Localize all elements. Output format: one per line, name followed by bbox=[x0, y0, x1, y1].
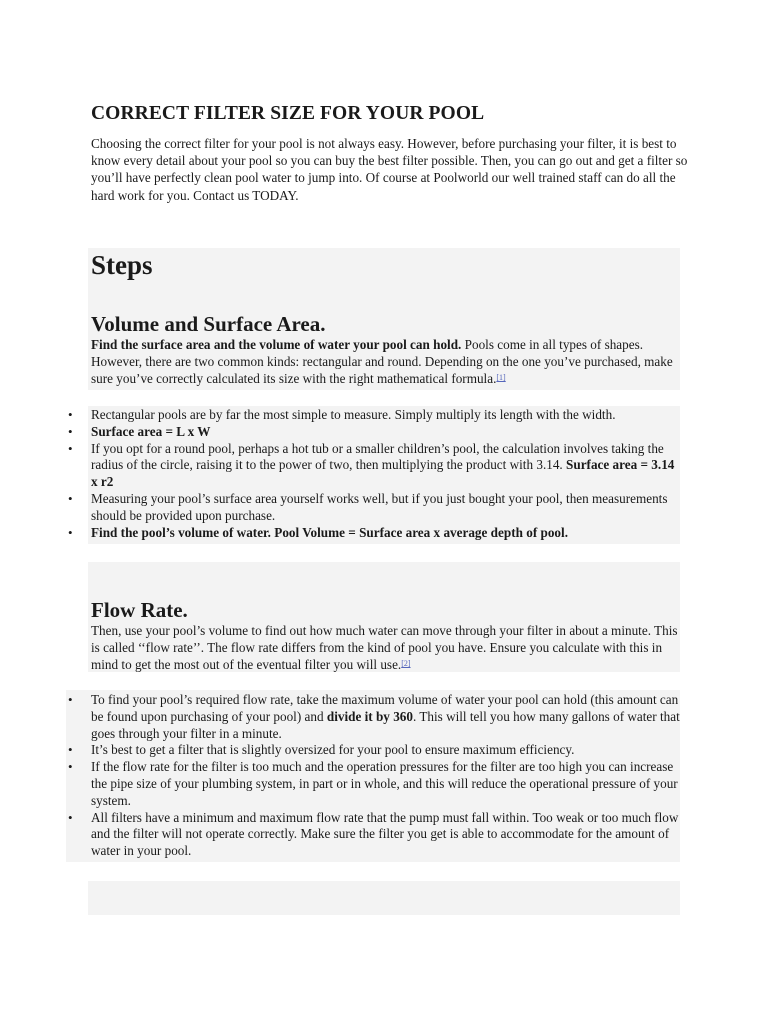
volume-bullet-list bbox=[91, 407, 683, 541]
list-item: • It’s best to get a filter that is slightly oversized for your pool to ensure maximum efficiency. bbox=[91, 742, 683, 759]
list-item: • To find your pool’s required flow rate, take the maximum volume of water your pool can hold (this amount can be found upon purchasing of your pool) and divide it by 360. This will tell you how many gallons of water that goes through your filter in a minute. bbox=[91, 692, 683, 742]
list-item: • If you opt for a round pool, perhaps a hot tub or a smaller children’s pool, the calculation involves taking the radius of the circle, raising it to the power of two, then multiplying the product with 3.14. Surface area = 3.14 x r2 bbox=[91, 441, 683, 491]
page-title: CORRECT FILTER SIZE FOR YOUR POOL bbox=[91, 103, 485, 124]
volume-lead-bold: Find the surface area and the volume of water your pool can hold. bbox=[91, 337, 462, 352]
volume-paragraph bbox=[91, 337, 687, 387]
steps-heading: Steps bbox=[91, 250, 153, 280]
empty-block-bg bbox=[88, 881, 680, 915]
volume-heading: Volume and Surface Area. bbox=[91, 312, 326, 336]
footnote-ref-2[interactable]: [2] bbox=[401, 658, 411, 668]
list-item: • Surface area = L x W bbox=[91, 424, 683, 441]
intro-paragraph: Choosing the correct filter for your pool is not always easy. However, before purchasing your filter, it is best to know every detail about your pool so you can buy the best filter possible. Then, you can go out and get a filter so you’ll have perfectly clean pool water to jump into. Of course at Poolworld our well trained staff can do all the hard work for you. Contact us TODAY. bbox=[91, 136, 688, 203]
flow-heading: Flow Rate. bbox=[91, 598, 188, 622]
flow-paragraph bbox=[91, 623, 687, 673]
list-item: • Rectangular pools are by far the most simple to measure. Simply multiply its length with the width. bbox=[91, 407, 683, 424]
volume-lead-text: Pools come in all types of shapes. However, there are two common kinds: rectangular and round. Depending on the one you’ve purchased, make sure you’ve correctly calculated its size with the right mathematical formula. bbox=[91, 337, 673, 386]
list-item: • All filters have a minimum and maximum flow rate that the pump must fall within. Too weak or too much flow and the filter will not operate correctly. Make sure the filter you get is able to accommodate for the amount of water in your pool. bbox=[91, 810, 683, 860]
list-item: • If the flow rate for the filter is too much and the operation pressures for the filter are too high you can increase the pipe size of your plumbing system, in part or in whole, and this will reduce the operational pressure of your system. bbox=[91, 759, 683, 809]
flow-lead-text: Then, use your pool’s volume to find out how much water can move through your filter in about a minute. This is called ‘‘flow rate’’. The flow rate differs from the kind of pool you have. Ensure you calculate with this in mind to get the most out of the eventual filter you will use. bbox=[91, 623, 678, 672]
flow-bullet-list bbox=[91, 692, 683, 860]
list-item: • Measuring your pool’s surface area yourself works well, but if you just bought your pool, then measurements should be provided upon purchase. bbox=[91, 491, 683, 525]
footnote-ref-1[interactable]: [1] bbox=[496, 372, 506, 382]
list-item: • Find the pool’s volume of water. Pool Volume = Surface area x average depth of pool. bbox=[91, 525, 683, 542]
